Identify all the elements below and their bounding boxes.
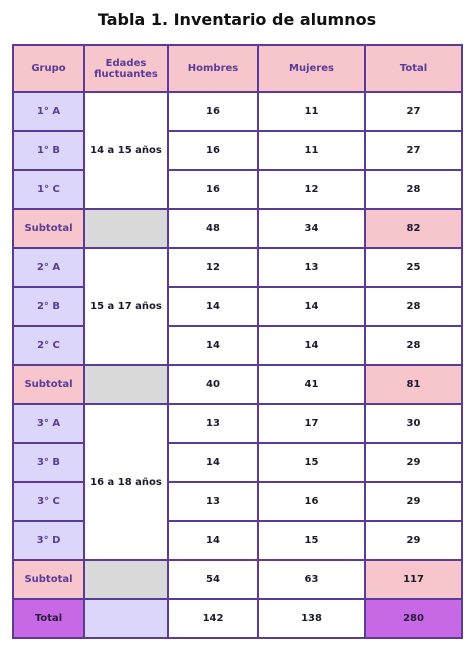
empty-gray-cell: [84, 209, 168, 248]
hombres-cell: 14: [168, 326, 258, 365]
hombres-cell: 14: [168, 521, 258, 560]
subtotal-row: [13, 560, 462, 599]
total-cell: 28: [365, 170, 462, 209]
group-cell: 3° A: [13, 404, 84, 443]
grand-total-label: Total: [13, 599, 84, 638]
group-cell: 1° C: [13, 170, 84, 209]
subtotal-mujeres: 34: [258, 209, 365, 248]
table-row: [13, 92, 462, 131]
empty-lavender-cell: [84, 599, 168, 638]
table-row: [13, 326, 462, 365]
table-title: Tabla 1. Inventario de alumnos: [97, 10, 377, 29]
mujeres-cell: 14: [258, 326, 365, 365]
hombres-cell: 12: [168, 248, 258, 287]
total-cell: 30: [365, 404, 462, 443]
subtotal-row: [13, 209, 462, 248]
subtotal-label: Subtotal: [13, 365, 84, 404]
group-cell: 3° B: [13, 443, 84, 482]
age-range-cell: 16 a 18 años: [84, 404, 168, 560]
subtotal-hombres: 48: [168, 209, 258, 248]
table-row: [13, 170, 462, 209]
grand-total-total: 280: [365, 599, 462, 638]
empty-gray-cell: [84, 560, 168, 599]
total-cell: 29: [365, 482, 462, 521]
subtotal-label: Subtotal: [13, 560, 84, 599]
hombres-cell: 14: [168, 287, 258, 326]
hombres-cell: 16: [168, 131, 258, 170]
hombres-cell: 16: [168, 92, 258, 131]
table-row: [13, 287, 462, 326]
hombres-cell: 13: [168, 482, 258, 521]
group-cell: 2° B: [13, 287, 84, 326]
mujeres-cell: 17: [258, 404, 365, 443]
student-inventory-table: [12, 44, 463, 639]
empty-gray-cell: [84, 365, 168, 404]
mujeres-cell: 13: [258, 248, 365, 287]
table-row: [13, 482, 462, 521]
total-cell: 29: [365, 521, 462, 560]
group-cell: 2° A: [13, 248, 84, 287]
subtotal-mujeres: 41: [258, 365, 365, 404]
header-grupo: Grupo: [13, 45, 84, 92]
group-cell: 2° C: [13, 326, 84, 365]
age-range-cell: 14 a 15 años: [84, 92, 168, 209]
grand-total-hombres: 142: [168, 599, 258, 638]
group-cell: 3° D: [13, 521, 84, 560]
hombres-cell: 14: [168, 443, 258, 482]
subtotal-total: 82: [365, 209, 462, 248]
group-cell: 1° A: [13, 92, 84, 131]
mujeres-cell: 11: [258, 92, 365, 131]
total-cell: 27: [365, 92, 462, 131]
subtotal-row: [13, 365, 462, 404]
grand-total-row: [13, 599, 462, 638]
header-edades: Edades fluctuantes: [84, 45, 168, 92]
subtotal-hombres: 40: [168, 365, 258, 404]
table-row: [13, 131, 462, 170]
mujeres-cell: 14: [258, 287, 365, 326]
mujeres-cell: 11: [258, 131, 365, 170]
mujeres-cell: 12: [258, 170, 365, 209]
hombres-cell: 16: [168, 170, 258, 209]
mujeres-cell: 15: [258, 443, 365, 482]
mujeres-cell: 16: [258, 482, 365, 521]
total-cell: 28: [365, 287, 462, 326]
hombres-cell: 13: [168, 404, 258, 443]
header-total: Total: [365, 45, 462, 92]
grand-total-mujeres: 138: [258, 599, 365, 638]
group-cell: 1° B: [13, 131, 84, 170]
mujeres-cell: 15: [258, 521, 365, 560]
subtotal-mujeres: 63: [258, 560, 365, 599]
subtotal-label: Subtotal: [13, 209, 84, 248]
subtotal-total: 81: [365, 365, 462, 404]
group-cell: 3° C: [13, 482, 84, 521]
table-row: [13, 404, 462, 443]
subtotal-hombres: 54: [168, 560, 258, 599]
total-cell: 25: [365, 248, 462, 287]
header-mujeres: Mujeres: [258, 45, 365, 92]
table-row: [13, 248, 462, 287]
table-row: [13, 443, 462, 482]
header-hombres: Hombres: [168, 45, 258, 92]
subtotal-total: 117: [365, 560, 462, 599]
total-cell: 28: [365, 326, 462, 365]
age-range-cell: 15 a 17 años: [84, 248, 168, 365]
total-cell: 27: [365, 131, 462, 170]
total-cell: 29: [365, 443, 462, 482]
table-row: [13, 521, 462, 560]
